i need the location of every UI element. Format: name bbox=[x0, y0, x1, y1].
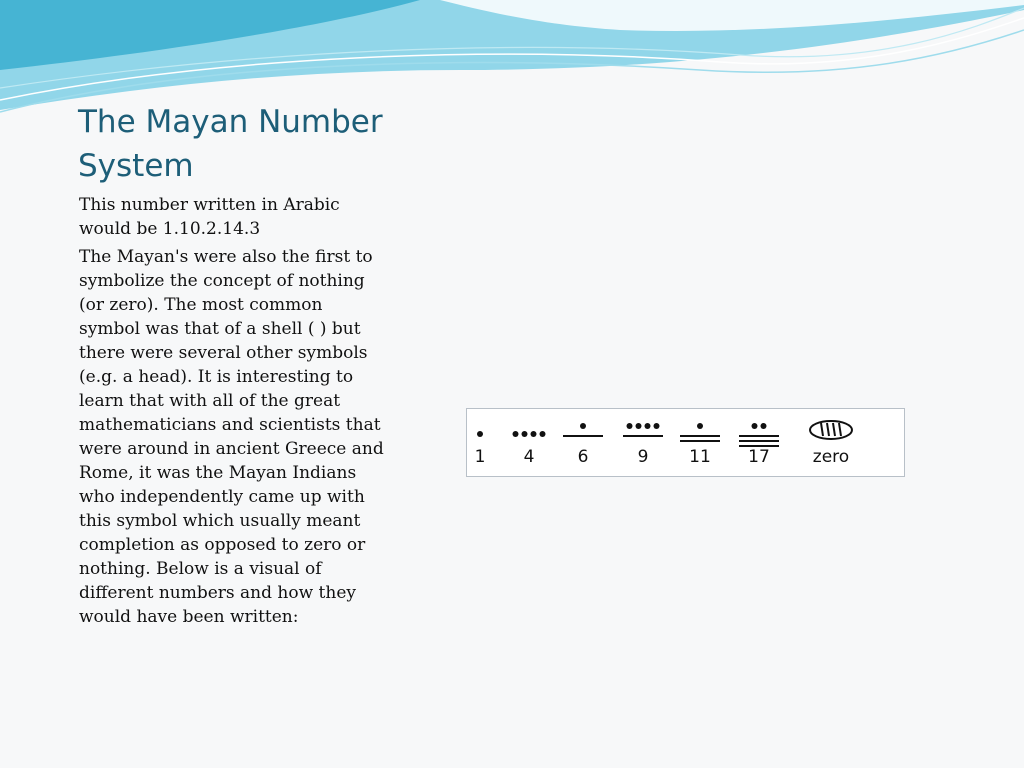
numeral-label: 11 bbox=[689, 447, 711, 467]
numeral-dot bbox=[477, 431, 483, 437]
slide-body bbox=[79, 193, 384, 633]
numeral-label: 1 bbox=[474, 447, 486, 467]
numeral-dot bbox=[697, 423, 703, 429]
numeral-dot bbox=[540, 431, 546, 437]
mayan-numeral-4 bbox=[513, 431, 546, 467]
numeral-bar bbox=[739, 440, 779, 442]
numeral-dot bbox=[654, 423, 660, 429]
mayan-numeral-1 bbox=[475, 431, 486, 467]
numeral-bar bbox=[680, 440, 720, 442]
numeral-dot bbox=[752, 423, 758, 429]
mayan-numeral-6 bbox=[563, 423, 603, 467]
paragraph-arabic-number: This number written in Arabic would be 1.10.2.14.3 bbox=[79, 195, 340, 239]
mayan-numerals-figure bbox=[466, 408, 905, 477]
mayan-numeral-11 bbox=[680, 423, 720, 467]
mayan-numeral-17 bbox=[739, 423, 779, 467]
paragraph-zero-concept: The Mayan's were also the first to symbolize the concept of nothing (or zero). The most common symbol was that of a shell ( ) but there were several other symbols (e.g. a head). It is interesting to learn that with all of the great mathematicians and scientists that were around in ancient Greece and Rome, it was the Mayan Indians who independently came up with this symbol which usually meant completion as opposed to zero or nothing. Below is a visual of different numbers and how they would have been written: bbox=[79, 247, 384, 627]
numeral-bar bbox=[563, 435, 603, 437]
numeral-dot bbox=[531, 431, 537, 437]
numeral-label: 4 bbox=[523, 447, 535, 467]
numeral-label: 9 bbox=[637, 447, 649, 467]
mayan-numeral-9 bbox=[623, 423, 663, 467]
numeral-dot bbox=[522, 431, 528, 437]
numeral-dot bbox=[580, 423, 586, 429]
shell-zero-icon bbox=[810, 421, 852, 439]
numeral-dot bbox=[627, 423, 633, 429]
numeral-bar bbox=[623, 435, 663, 437]
numeral-dot bbox=[645, 423, 651, 429]
slide-title: The Mayan Number System bbox=[78, 104, 383, 184]
numeral-dot bbox=[513, 431, 519, 437]
numeral-dot bbox=[761, 423, 767, 429]
numeral-dot bbox=[636, 423, 642, 429]
numeral-bar bbox=[680, 435, 720, 437]
numeral-label: zero bbox=[812, 447, 850, 467]
numeral-label: 17 bbox=[748, 447, 770, 467]
numeral-bar bbox=[739, 435, 779, 437]
numeral-label: 6 bbox=[577, 447, 589, 467]
mayan-numeral-zero bbox=[810, 421, 852, 467]
